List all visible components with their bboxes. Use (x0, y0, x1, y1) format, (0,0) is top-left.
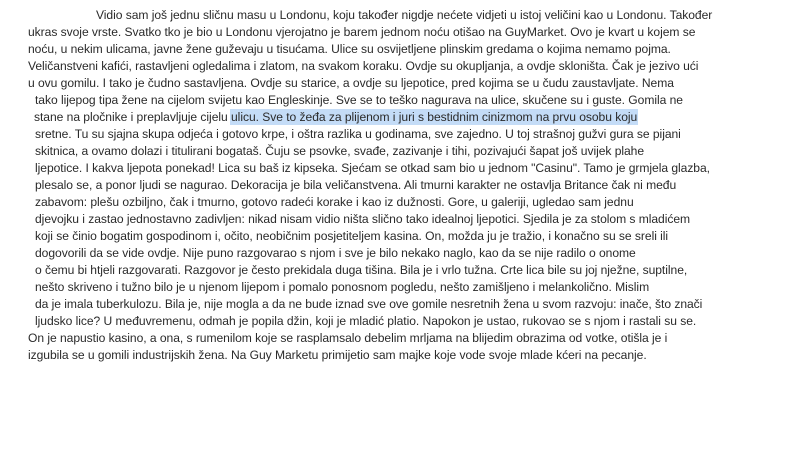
paragraph-line: koji se činio bogatim gospodinom i, očito, neobičnim posjetiteljem kasina. On, možda ju je tražio, i konačno su se sreli ili (35, 229, 669, 243)
text-selection-highlight[interactable]: ulicu. Sve to žeđa za plijenom i juri s bestidnim cinizmom na prvu osobu koju (231, 110, 638, 124)
paragraph-line: djevojku i zastao jednostavno zadivljen: nikad nisam vidio ništa slično tako idealnoj ljepotici. Sjedila je za stolom s mladićem (35, 212, 691, 226)
paragraph-line: nešto skriveno i tužno bilo je u njenom lijepom i pomalo ponosnom pogledu, nešto zamišljeno i melankolično. Mislim (35, 280, 650, 294)
paragraph-line: sretne. Tu su sjajna skupa odjeća i gotovo krpe, i oštra razlika u godinama, sve zajedno. U toj strašnoj gužvi gura se pijani (35, 127, 681, 141)
paragraph-line: On je napustio kasino, a ona, s rumenilom koje se rasplamsalo debelim mrljama na blijedim obrazima od votke, otišla je i (28, 331, 668, 345)
paragraph-line: skitnica, a ovamo dolazi i titulirani bogataš. Čuju se psovke, svađe, zazivanje i tihi, pozivajući šapat još uvijek plahe (35, 144, 645, 158)
paragraph-line: izgubila se u gomili industrijskih žena. Na Guy Marketu primijetio sam majke koje vode svoje mlade kćeri na pecanje. (28, 348, 647, 362)
paragraph-line: noću, u nekim ulicama, javne žene guževaju u tisućama. Ulice su osvijetljene plinskim gredama o kojima nemamo pojma. (28, 42, 671, 56)
paragraph-line: ljudsko lice? U međuvremenu, odmah je popila džin, koji je mladić platio. Napokon je ustao, rukovao se s njom i rastali su se. (35, 314, 697, 328)
paragraph-line: ukras svoje vrste. Svatko tko je bio u Londonu vjerojatno je barem jednom noću otišao na GuyMarket. Ovo je kvart u kojem se (28, 25, 696, 39)
paragraph-line: u ovu gomilu. I tako je čudno sastavljena. Ovdje su starice, a ovdje su ljepotice, pred kojima se u čudu zaustavljate. Nema (28, 76, 674, 90)
paragraph-line: ljepotice. I kakva ljepota ponekad! Lica su baš iz kipseka. Sjećam se otkad sam bio u jednom "Casinu". Tamo je grmjela glazba, (35, 161, 710, 175)
paragraph-line: zabavom: plešu ozbiljno, čak i tmurno, gotovo radeći korake i kao iz dužnosti. Gore, u galeriji, ugledao sam jednu (35, 195, 634, 209)
paragraph-line: Veličanstveni kafići, rastavljeni ogledalima i zlatom, na svakom koraku. Ovdje su okupljanja, a ovdje skloništa. Čak je jezivo ući (28, 59, 699, 73)
paragraph-line: plesalo se, a ponor ljudi se nagurao. Dekoracija je bila veličanstvena. Ali tmurni karakter ne ostavlja Britance čak ni među (35, 178, 677, 192)
paragraph-line (34, 109, 637, 126)
paragraph-line: Vidio sam još jednu sličnu masu u Londonu, koju također nigdje nećete vidjeti u istoj veličini kao u Londonu. Također (96, 8, 713, 22)
paragraph-line: tako lijepog tipa žene na cijelom svijetu kao Engleskinje. Sve se to teško nagurava na ulice, skučene su i guste. Gomila ne (35, 93, 683, 107)
paragraph-line: dogovorili da se vide ovdje. Nije puno razgovarao s njom i sve je bilo nekako naglo, kao da se nije radilo o onome (35, 246, 636, 260)
paragraph-line-text: stane na pločnike i preplavljuje cijelu (34, 110, 231, 124)
paragraph-line: da je imala tuberkulozu. Bila je, nije mogla a da ne bude iznad sve ove gomile nesretnih žena u svom razvoju: inače, što znači (35, 297, 703, 311)
paragraph-line: o čemu bi htjeli razgovarati. Razgovor je često prekidala duga tišina. Bila je i vrlo tužna. Crte lica bile su joj nježne, suptilne, (35, 263, 688, 277)
